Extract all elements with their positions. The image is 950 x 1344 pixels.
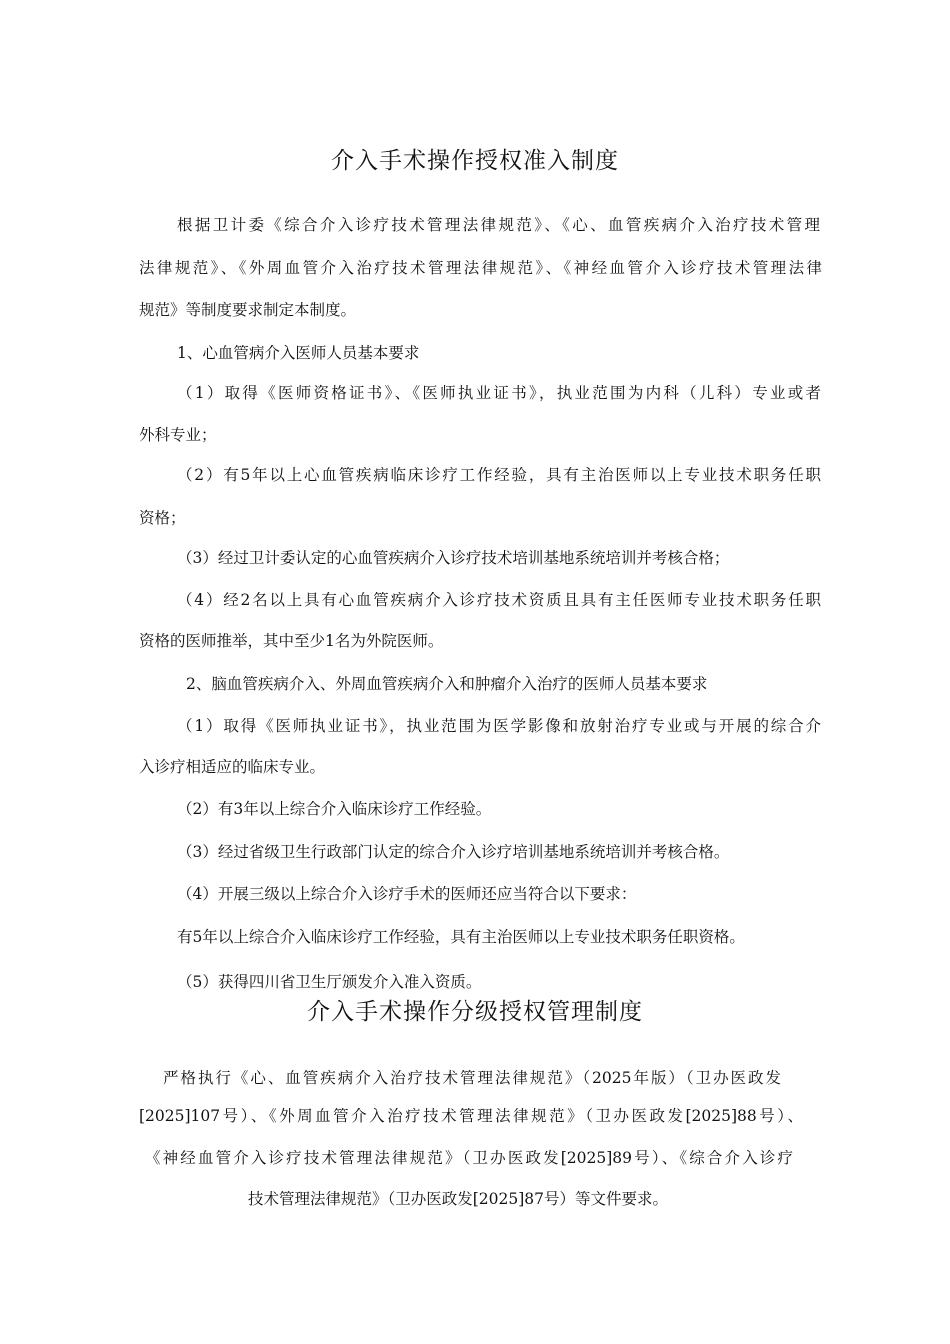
section2-sub-requirement: 有5年以上综合介入临床诊疗工作经验，具有主治医师以上专业技术职务任职资格。 bbox=[177, 928, 745, 946]
section2-item2: （2）有3年以上综合介入临床诊疗工作经验。 bbox=[177, 800, 492, 818]
doc2-title: 介入手术操作分级授权管理制度 bbox=[307, 999, 643, 1025]
doc2-body-line-1: 严格执行《心、血管疾病介入治疗技术管理法律规范》（2025年版）（卫办医政发 bbox=[163, 1069, 781, 1087]
section1-heading: 1、心血管病介入医师人员基本要求 bbox=[177, 344, 420, 362]
doc1-intro-line-3: 规范》等制度要求制定本制度。 bbox=[139, 301, 357, 319]
doc2-body-line-2: [2025]107号）、《外周血管介入治疗技术管理法律规范》（卫办医政发[2025]88号）、 bbox=[139, 1107, 803, 1125]
section2-item4: （4）开展三级以上综合介入诊疗手术的医师还应当符合以下要求： bbox=[177, 885, 637, 903]
section2-item5: （5）获得四川省卫生厅颁发介入准入资质。 bbox=[177, 973, 482, 991]
section2-item1-line2: 入诊疗相适应的临床专业。 bbox=[139, 758, 326, 776]
section2-heading: 2、脑血管疾病介入、外周血管疾病介入和肿瘤介入治疗的医师人员基本要求 bbox=[186, 675, 708, 693]
section1-item1-line1: （1）取得《医师资格证书》、《医师执业证书》，执业范围为内科（儿科）专业或者 bbox=[177, 384, 821, 402]
section1-item1-line2: 外科专业； bbox=[139, 426, 217, 444]
section1-item4-line1: （4）经2名以上具有心血管疾病介入诊疗技术资质且具有主任医师专业技术职务任职 bbox=[177, 591, 821, 609]
doc1-intro-line-1: 根据卫计委《综合介入诊疗技术管理法律规范》、《心、血管疾病介入治疗技术管理 bbox=[177, 216, 820, 234]
section1-item2-line1: （2）有5年以上心血管疾病临床诊疗工作经验，具有主治医师以上专业技术职务任职 bbox=[177, 466, 821, 484]
section1-item3: （3）经过卫计委认定的心血管疾病介入诊疗技术培训基地系统培训并考核合格； bbox=[177, 549, 730, 567]
doc1-intro-line-2: 法律规范》、《外周血管介入治疗技术管理法律规范》、《神经血管介入诊疗技术管理法律 bbox=[139, 259, 822, 277]
doc2-body-line-3: 《神经血管介入诊疗技术管理法律规范》（卫办医政发[2025]89号）、《综合介入诊疗 bbox=[145, 1149, 793, 1167]
section2-item3: （3）经过省级卫生行政部门认定的综合介入诊疗培训基地系统培训并考核合格。 bbox=[177, 843, 730, 861]
section1-item2-line2: 资格； bbox=[139, 509, 186, 527]
section1-item4-line2: 资格的医师推举，其中至少1名为外院医师。 bbox=[139, 632, 444, 650]
section2-item1-line1: （1）取得《医师执业证书》，执业范围为医学影像和放射治疗专业或与开展的综合介 bbox=[177, 717, 821, 735]
doc1-title: 介入手术操作授权准入制度 bbox=[331, 148, 619, 174]
doc2-body-line-4: 技术管理法律规范》（卫办医政发[2025]87号）等文件要求。 bbox=[248, 1190, 669, 1208]
